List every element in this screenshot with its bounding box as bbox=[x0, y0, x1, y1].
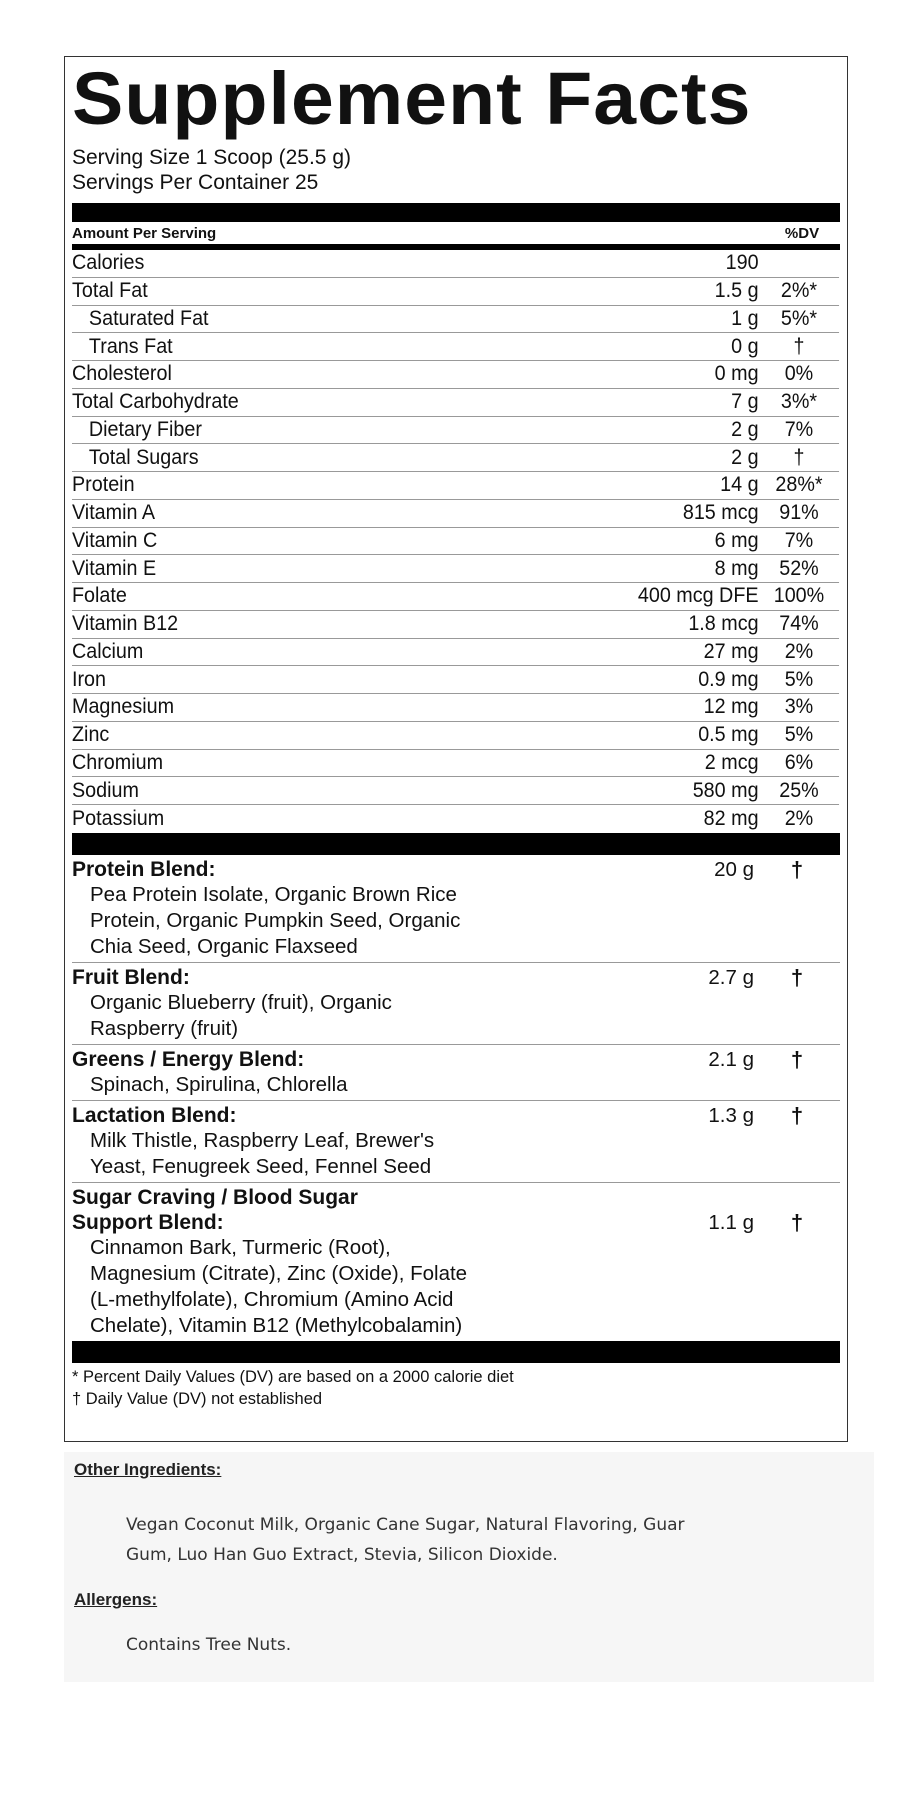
nutrient-name: Folate bbox=[72, 584, 127, 608]
ingredient-line: Protein, Organic Pumpkin Seed, Organic bbox=[90, 908, 461, 932]
nutrient-amount: 14 g bbox=[720, 473, 759, 497]
nutrient-row bbox=[72, 777, 839, 805]
blend-amount: 2.1 g bbox=[708, 1047, 754, 1071]
blend-row bbox=[72, 1183, 840, 1341]
ingredient-line: Raspberry (fruit) bbox=[90, 1016, 239, 1040]
ingredient-line: Cinnamon Bark, Turmeric (Root), bbox=[90, 1235, 391, 1259]
ingredient-line: Organic Blueberry (fruit), Organic bbox=[90, 990, 392, 1014]
nutrient-row bbox=[72, 555, 839, 583]
nutrient-dv: 91% bbox=[779, 501, 819, 525]
ingredients-section bbox=[64, 1452, 874, 1682]
nutrient-amount: 0.5 mg bbox=[698, 723, 759, 747]
nutrient-amount: 1 g bbox=[731, 306, 759, 330]
dagger-icon: † bbox=[790, 1046, 804, 1072]
nutrient-dv: 5% bbox=[784, 723, 814, 747]
blend-table bbox=[72, 855, 840, 1341]
nutrient-name: Saturated Fat bbox=[88, 306, 209, 330]
thick-divider bbox=[72, 203, 840, 222]
nutrient-row bbox=[72, 666, 839, 694]
amount-per-serving-label: Amount Per Serving bbox=[72, 224, 217, 242]
nutrient-name: Vitamin A bbox=[72, 501, 156, 525]
footnote-dv: * Percent Daily Values (DV) are based on a 2000 calorie diet bbox=[72, 1367, 514, 1386]
allergens-heading: Allergens: bbox=[74, 1590, 158, 1609]
nutrient-name: Cholesterol bbox=[72, 362, 172, 386]
ingredient-line: Chia Seed, Organic Flaxseed bbox=[90, 934, 358, 958]
nutrient-row bbox=[72, 500, 839, 528]
blend-amount: 1.1 g bbox=[708, 1210, 754, 1234]
nutrient-name: Zinc bbox=[72, 723, 110, 747]
dv-header-label: %DV bbox=[784, 224, 820, 242]
nutrient-row bbox=[72, 805, 839, 833]
nutrient-row bbox=[72, 694, 839, 722]
nutrient-dv: 5%* bbox=[780, 306, 818, 330]
ingredient-line: Chelate), Vitamin B12 (Methylcobalamin) bbox=[90, 1313, 463, 1337]
nutrient-name: Total Carbohydrate bbox=[72, 390, 239, 414]
blend-row bbox=[72, 963, 840, 1045]
ingredient-line: Milk Thistle, Raspberry Leaf, Brewer's bbox=[90, 1128, 435, 1152]
nutrient-amount: 0.9 mg bbox=[698, 667, 759, 691]
nutrient-row bbox=[72, 528, 839, 556]
nutrient-row bbox=[72, 333, 839, 361]
nutrient-row bbox=[72, 278, 839, 306]
nutrient-name: Dietary Fiber bbox=[88, 417, 202, 441]
footnote-dagger: † Daily Value (DV) not established bbox=[72, 1389, 323, 1408]
nutrient-amount: 2 mcg bbox=[704, 750, 759, 774]
serving-size: Serving Size 1 Scoop (25.5 g) bbox=[72, 146, 351, 169]
nutrient-amount: 0 g bbox=[731, 334, 759, 358]
blend-name: Protein Blend: bbox=[72, 857, 216, 881]
footnotes bbox=[72, 1363, 840, 1410]
thick-divider bbox=[72, 833, 840, 855]
other-ingredients-line: Vegan Coconut Milk, Organic Cane Sugar, Natural Flavoring, Guar bbox=[126, 1515, 685, 1535]
nutrient-row bbox=[72, 611, 839, 639]
nutrient-name: Vitamin E bbox=[72, 556, 157, 580]
nutrient-dv: 2%* bbox=[780, 279, 818, 303]
nutrient-dv: 5% bbox=[784, 667, 814, 691]
blend-ingredients bbox=[72, 882, 550, 960]
blend-name: Lactation Blend: bbox=[72, 1103, 237, 1127]
nutrient-dv: 2% bbox=[784, 639, 814, 663]
other-ingredients-line: Gum, Luo Han Guo Extract, Stevia, Silicon Dioxide. bbox=[126, 1545, 558, 1565]
nutrient-amount: 2 g bbox=[731, 445, 759, 469]
nutrient-dv: 74% bbox=[779, 612, 819, 636]
blend-amount: 20 g bbox=[714, 857, 754, 881]
nutrient-amount: 12 mg bbox=[703, 695, 759, 719]
nutrient-dv: 28%* bbox=[775, 473, 823, 497]
dagger-icon: † bbox=[790, 964, 804, 990]
ingredient-line: Magnesium (Citrate), Zinc (Oxide), Folate bbox=[90, 1261, 468, 1285]
nutrient-row bbox=[72, 472, 839, 500]
nutrient-row bbox=[72, 306, 839, 334]
nutrient-name: Vitamin C bbox=[72, 528, 158, 552]
blend-amount: 2.7 g bbox=[708, 965, 754, 989]
ingredient-line: Spinach, Spirulina, Chlorella bbox=[90, 1072, 348, 1096]
blend-name: Fruit Blend: bbox=[72, 965, 190, 989]
panel-title: Supplement Facts bbox=[72, 57, 752, 140]
blend-row bbox=[72, 1045, 840, 1101]
nutrient-row bbox=[72, 417, 839, 445]
nutrient-amount: 8 mg bbox=[714, 556, 759, 580]
nutrient-dv: 0% bbox=[784, 362, 814, 386]
nutrient-dv: 3%* bbox=[780, 390, 818, 414]
blend-ingredients bbox=[72, 1128, 550, 1180]
nutrient-name: Calories bbox=[72, 251, 145, 275]
nutrient-amount: 27 mg bbox=[703, 639, 759, 663]
blend-amount: 1.3 g bbox=[708, 1103, 754, 1127]
nutrient-amount: 1.8 mcg bbox=[688, 612, 759, 636]
blend-ingredients bbox=[72, 1235, 550, 1339]
nutrient-dv: 100% bbox=[773, 584, 825, 608]
nutrient-row bbox=[72, 583, 839, 611]
nutrient-name: Sodium bbox=[72, 778, 139, 802]
blend-name: Greens / Energy Blend: bbox=[72, 1047, 305, 1071]
nutrient-amount: 815 mcg bbox=[682, 501, 759, 525]
ingredient-line: (L-methylfolate), Chromium (Amino Acid bbox=[90, 1287, 454, 1311]
nutrient-amount: 6 mg bbox=[714, 528, 759, 552]
nutrient-row bbox=[72, 361, 839, 389]
amount-header-row bbox=[72, 222, 840, 244]
nutrient-dv: 25% bbox=[779, 778, 819, 802]
nutrient-dv: 3% bbox=[784, 695, 814, 719]
nutrient-dv: 2% bbox=[784, 806, 814, 830]
nutrient-name: Chromium bbox=[72, 750, 164, 774]
nutrient-name: Calcium bbox=[72, 639, 144, 663]
nutrient-amount: 82 mg bbox=[703, 806, 759, 830]
nutrient-row bbox=[72, 250, 839, 278]
nutrient-name: Magnesium bbox=[72, 695, 175, 719]
nutrient-name: Vitamin B12 bbox=[72, 612, 179, 636]
blend-name: Support Blend: bbox=[72, 1210, 224, 1234]
nutrient-name: Iron bbox=[72, 667, 107, 691]
blend-ingredients bbox=[72, 1072, 550, 1098]
servings-per-container: Servings Per Container 25 bbox=[72, 171, 319, 194]
nutrient-row bbox=[72, 722, 839, 750]
allergens-text: Contains Tree Nuts. bbox=[126, 1635, 292, 1655]
nutrient-amount: 7 g bbox=[731, 390, 759, 414]
nutrient-row bbox=[72, 444, 839, 472]
nutrient-name: Total Fat bbox=[72, 279, 148, 303]
nutrient-dv: 6% bbox=[784, 750, 814, 774]
nutrient-name: Total Sugars bbox=[88, 445, 199, 469]
nutrient-amount: 2 g bbox=[731, 417, 759, 441]
thick-divider bbox=[72, 1341, 840, 1363]
blend-name: Sugar Craving / Blood Sugar bbox=[72, 1185, 358, 1209]
blend-ingredients bbox=[72, 990, 550, 1042]
dagger-icon: † bbox=[790, 856, 804, 882]
supplement-facts-panel bbox=[64, 56, 848, 1442]
blend-row bbox=[72, 855, 840, 963]
nutrient-row bbox=[72, 750, 839, 778]
dagger-icon: † bbox=[790, 1209, 804, 1235]
nutrient-table bbox=[72, 250, 840, 833]
nutrient-amount: 580 mg bbox=[692, 778, 759, 802]
nutrient-row bbox=[72, 389, 839, 417]
nutrient-name: Trans Fat bbox=[88, 334, 173, 358]
dagger-icon: † bbox=[790, 1102, 804, 1128]
other-ingredients-heading: Other Ingredients: bbox=[74, 1460, 222, 1479]
blend-row bbox=[72, 1101, 840, 1183]
ingredient-line: Pea Protein Isolate, Organic Brown Rice bbox=[90, 882, 457, 906]
nutrient-amount: 1.5 g bbox=[714, 279, 759, 303]
other-ingredients-text bbox=[126, 1510, 685, 1570]
nutrient-dv: 52% bbox=[779, 556, 819, 580]
nutrient-amount: 0 mg bbox=[714, 362, 759, 386]
nutrient-row bbox=[72, 639, 839, 667]
nutrient-name: Potassium bbox=[72, 806, 165, 830]
nutrient-dv: 7% bbox=[784, 417, 814, 441]
nutrient-amount: 400 mcg DFE bbox=[637, 584, 759, 608]
ingredient-line: Yeast, Fenugreek Seed, Fennel Seed bbox=[90, 1154, 432, 1178]
nutrient-name: Protein bbox=[72, 473, 135, 497]
nutrient-amount: 190 bbox=[725, 251, 759, 275]
nutrient-dv: † bbox=[793, 334, 805, 358]
nutrient-dv: † bbox=[793, 445, 805, 469]
nutrient-dv: 7% bbox=[784, 528, 814, 552]
